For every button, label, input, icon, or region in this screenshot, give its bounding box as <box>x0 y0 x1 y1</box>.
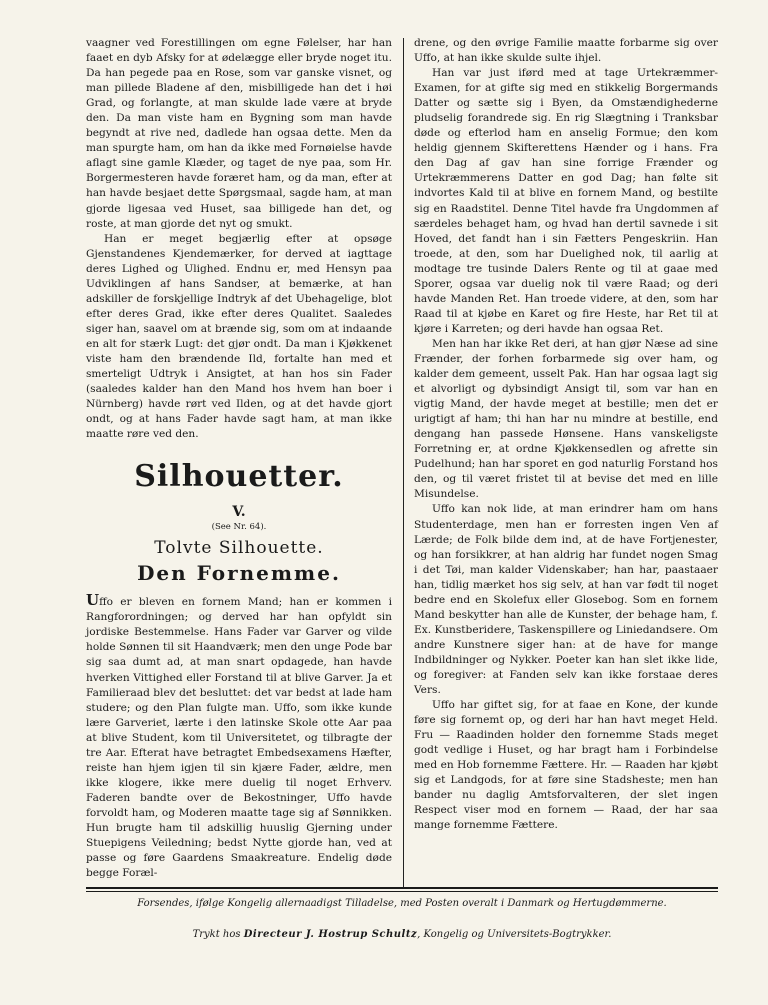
imprint-prefix: Trykt hos <box>192 929 241 940</box>
article-subtitle: Tolvte Silhouette. <box>154 538 324 559</box>
paragraph: Uffo kan nok lide, at man erindrer ham om hans Studenterdage, men han er forresten ingen Ven af Lærde; de Folk bilde dem ind, at de have Fortjenester, og han forsikkrer, at han aldrig har fundet nogen Smag i det Tøi, man kalder Videnskaber; han har, paastaaer han, tidlig mærket hos sig selv, at han var født til noget bedre end en Skolefux eller Glosebog. Som en fornem Mand beskytter han alle de Kunster, der behage ham, f. Ex. Kunstberidere, Taskenspillere og Liniedandsere. Om andre Kunstnere siger han: at de have for mange Indbildninger og Nykker. Poeter kan han slet ikke lide, og foregiver: at Fanden selv kan ikke forstaae deres Vers. <box>414 503 718 697</box>
printer-name: Directeur J. Hostrup Schultz <box>243 929 418 940</box>
drop-cap: U <box>86 591 100 610</box>
printer-imprint <box>86 928 718 942</box>
story-paragraph <box>86 593 392 881</box>
paragraph: Uffo har giftet sig, for at faae en Kone, der kunde føre sig fornemt op, og deri har han havt meget Held. Fru — Raadinden holder den fornemme Stads meget godt vedlige i Huset, og har bragt ham i Forbindelse med en Hob fornemme Fættere. Hr. — Raaden har kjøbt sig et Landgods, for at føre sine Stadsheste; men han bander nu daglig Amtsforvalteren, der slet ingen Respect viser mod en fornem — Raad, der har saa mange fornemme Fættere. <box>414 699 718 832</box>
article-title: Den Fornemme. <box>137 561 341 586</box>
paragraph: Han er meget begjærlig efter at opsøge Gjenstandenes Kjendemærker, for derved at iagttage deres Lighed og Ulighed. Endnu er, med Hensyn paa Udviklingen af hans Sandser, at bemærke, at han adskiller de forskjellige Indtryk af det Ubehagelige, blot efter deres Grad, ikke efter deres Qualitet. Saaledes siger han, saavel om at brænde sig, som om at indaande en alt for stærk Lugt: det gjør ondt. Da man i Kjøkkenet viste ham den brændende Ild, fortalte han med et smerteligt Udtryk i Ansigtet, at han hos sin Fader (saaledes kalder han den Mand hos hvem han boer i Nürnberg) havde rørt ved Ilden, og at det havde gjort ondt, og at hans Fader havde sagt ham, at man ikke maatte røre ved den. <box>86 232 392 441</box>
distribution-notice: Forsendes, ifølge Kongelig allernaadigst Tilladelse, med Posten overalt i Danmark og Hertugdømmerne. <box>137 898 667 909</box>
paragraph: vaagner ved Forestillingen om egne Følelser, har han faaet en dyb Afsky for at ødelægge eller bryde noget itu. Da han pegede paa en Rose, som var ganske visnet, og man pillede Bladene af den, misbilligede han det i høi Grad, og forlangte, at man skulde lade være at bryde den. Da man viste ham en Bygning som man havde begyndt at rive ned, dadlede han ogsaa dette. Men da man spurgte ham, om han da ikke med Fornøielse havde aflagt sine gamle Klæder, og taget de nye paa, som Hr. Borgermesteren havde foræret ham, og da man, efter at han havde besjaet dette Spørgsmaal, sagde ham, at man gjorde ligesaa ved Huset, saa billigede han det, og roste, at man gjorde det nyt og smukt. <box>86 37 392 230</box>
paragraph: Han var just iførd med at tage Urtekræmmer-Examen, for at gifte sig med en stikkelig Borgermands Datter og sætte sig i Byen, da Omstændighederne pludselig forandrede sig. En rig Slægtning i Tranksbar døde og efterlod ham en anselig Formue; den kom heldig gjennem Skifterettens Hænder og i hans. Fra den Dag af gav han sine forrige Frænder og Urtekræmmerens Datter en god Dag; han følte sit indvortes Kald til at blive en fornem Mand, og bestilte sig en Raadstitel. Denne Titel havde fra Ungdommen af særdeles behaget ham, og hvad han dertil savnede i sit Hoved, det fandt han i sin Fætters Pengeskriin. Han troede, at den, som har Duelighed nok, til aarlig at modtage tre tusinde Dalers Rente og til at gaae med Sporer, ogsaa var duelig nok til være Raad; og deri havde Manden Ret. Han troede videre, at den, som har Raad til at kjøbe en Karet og fire Heste, har Ret til at kjøre i Karreten; og deri havde han ogsaa Ret. <box>414 67 718 335</box>
column-divider <box>403 38 404 888</box>
paragraph: Men han har ikke Ret deri, at han gjør Næse ad sine Frænder, der forhen forbarmede sig over ham, og kalder dem gemeent, usselt Pak. Han har ogsaa lagt sig et alvorligt og dybsindigt Ansigt til, som var han en vigtig Mand, der havde meget at bestille; men det er urigtigt af ham; thi han har nu mindre at bestille, end dengang han passede Hønsene. Hans vanskeligste Forretning er, at ordne Kjøkkensedlen og afrette sin Pudelhund; han har sporet en god naturlig Forstand hos den, og til været fristet til at bevise det med en lille Misundelse. <box>414 337 718 501</box>
cross-reference: (See Nr. 64). <box>211 522 267 533</box>
footer-rule-thick <box>86 887 718 889</box>
section-numeral: V. <box>232 504 246 521</box>
section-title: Silhouetter. <box>134 459 344 495</box>
footer-rule-thin <box>86 891 718 892</box>
imprint-suffix: , Kongelig og Universitets-Bogtrykker. <box>417 929 612 940</box>
left-column <box>86 36 392 881</box>
paragraph: drene, og den øvrige Familie maatte forbarme sig over Uffo, at han ikke skulde sulte ihjel. <box>414 37 718 65</box>
right-column <box>414 36 718 833</box>
story-text: ffo er bleven en fornem Mand; han er kommen i Rangforordningen; og derved har han opfyldt sin jordiske Bestemmelse. Hans Fader var Garver og vilde holde Sønnen til sit Haandværk; men den unge Pode bar sig saa dumt ad, at man snart opdagede, han havde hverken Vittighed eller Forstand til at blive Garver. Ja et Familieraad blev det besluttet: det var bedst at lade ham studere; og den Plan fulgte man. Uffo, som ikke kunde lære Garveriet, lærte i den latinske Skole otte Aar paa at blive Student, kom til Universitetet, og tilbragte der tre Aar. Efterat have betragtet Embedsexamens Hæfter, reiste han hjem igjen til sin kjære Fader, ældre, men ikke klogere, ikke mere duelig til noget Erhverv. Faderen bandte over de Bekostninger, Uffo havde forvoldt ham, og Moderen maatte tage sig af Sønnikken. Hun brugte ham til adskillig huuslig Gjerning under Stuepigens Veiledning; bedst Nytte gjorde han, ved at passe og føre Gaardens Smaakreature. Endelig døde begge Foræl- <box>86 596 392 880</box>
